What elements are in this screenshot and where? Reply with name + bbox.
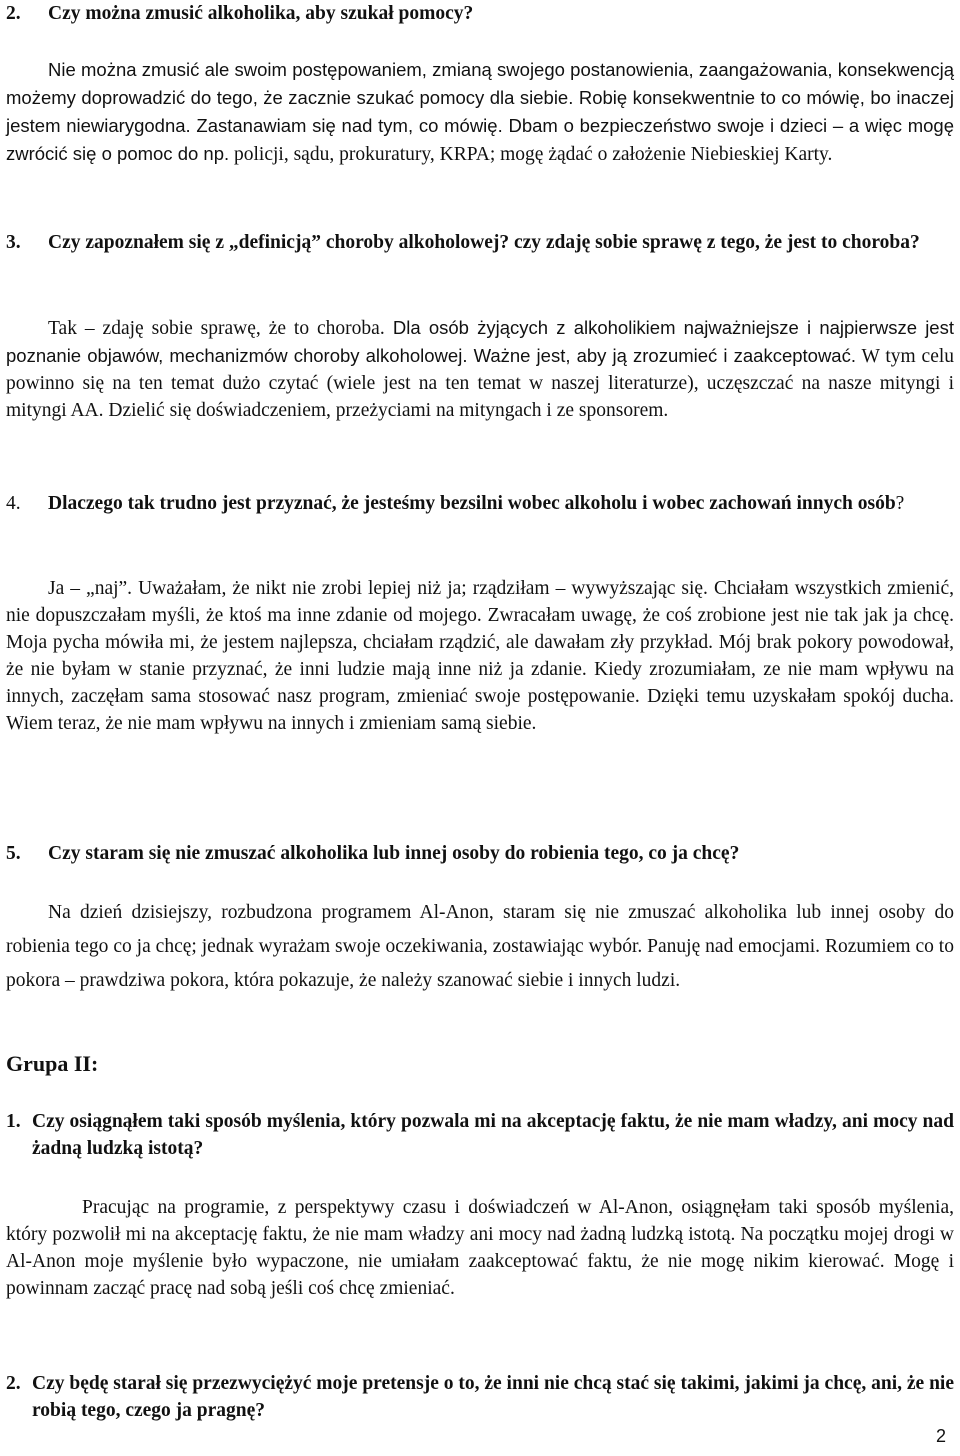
answer-text: Zastanawiam się nad tym, co mówię.: [190, 115, 503, 136]
question-number: 5.: [6, 843, 21, 864]
question-3: [6, 229, 954, 256]
answer-text: Ważne jest, aby ją zrozumieć i zaakceptować.: [467, 345, 856, 366]
answer-text: Dla osób żyjących z alkoholikiem najważniejsze i najpierwsze jest poznanie objawów, mechanizmów choroby alkoholowej.: [6, 317, 954, 366]
answer-text: Rozumiem co to pokora – prawdziwa pokora, która pokazuje, że należy szanować siebie i innych ludzi.: [6, 936, 954, 991]
answer-2: [6, 56, 954, 168]
question-body: Dlaczego tak trudno jest przyznać, że jesteśmy bezsilni wobec alkoholu i wobec zachowań innych osób: [48, 493, 896, 514]
answer-text: Moja pycha mówiła mi, że jestem najlepsza, chciałam rządzić, ale dawałam zły przykład.: [6, 632, 714, 653]
group2-question-1: [6, 1108, 954, 1162]
answer-text: Na początku mojej drogi w Al-Anon moje myślenie było wypaczone, nie umiałam zaakceptować faktu, że nie mogę nikim kierować.: [6, 1224, 954, 1272]
group2-question-2: [6, 1370, 954, 1424]
answer-3: [6, 314, 954, 424]
question-text: Czy staram się nie zmuszać alkoholika lub innej osoby do robienia tego, co ja chcę?: [48, 843, 740, 864]
question-5: [6, 840, 954, 867]
answer-text: Dbam o bezpieczeństwo swoje i dzieci – a więc mogę zwrócić się o pomoc do np.: [6, 115, 954, 164]
answer-text: policji, sądu, prokuratury, KRPA; mogę żądać o założenie Niebieskiej Karty.: [229, 144, 833, 165]
question-number: 2.: [6, 1373, 21, 1394]
question-2: [6, 0, 954, 27]
answer-text: Mój brak pokory powodował, że nie byłam w stanie przyznać, że inni ludzie mają inne niż ja zdanie.: [6, 632, 954, 680]
answer-text: Uważałam, że nikt nie zrobi lepiej niż ja; rządziłam – wywyższając się. Chciałam wszystkich zmienić, nie dopuszczałam myśli, że ktoś ma inne zdanie od mojego. Zwracałam uwagę, że coś zrobione jest nie tak jak ja chcę.: [6, 578, 954, 626]
question-text: Czy osiągnąłem taki sposób myślenia, który pozwala mi na akceptację faktu, że nie mam władzy, ani mocy nad żadną ludzką istotą?: [32, 1111, 954, 1159]
question-text: Czy zapoznałem się z „definicją” choroby alkoholowej? czy zdaję sobie sprawę z tego, że jest to choroba?: [48, 232, 920, 253]
question-mark: ?: [895, 493, 905, 514]
answer-text: Mogę i powinnam zacząć pracę nad sobą jeśli coś chcę zmieniać.: [6, 1251, 954, 1299]
answer-5: [6, 896, 954, 998]
question-text: Czy można zmusić alkoholika, aby szukał pomocy?: [48, 3, 474, 24]
page-number: 2: [935, 1426, 946, 1446]
answer-text: Kiedy zrozumiałam, ze nie mam wpływu na innych, zaczęłam sama stosować nasz program, zmieniać swoje postępowanie.: [6, 659, 954, 707]
answer-text: Panuję nad emocjami.: [642, 936, 821, 957]
question-number: 4.: [6, 493, 21, 514]
question-text: Czy będę starał się przezwyciężyć moje pretensje o to, że inni nie chcą stać się takimi, jakimi ja chcę, ani, że nie robią tego, czego ja pragnę?: [32, 1373, 954, 1421]
answer-text: Pracując na programie, z perspektywy czasu i doświadczeń w Al-Anon, osiągnęłam taki sposób myślenia, który pozwolił mi na akceptację faktu, że nie mam władzy ani mocy nad żadną ludzką istotą.: [6, 1197, 954, 1245]
answer-text: Na dzień dzisiejszy, rozbudzona programem Al-Anon, staram się nie zmuszać alkoholika lub innej osoby do robienia tego co ja chcę; jednak wyrażam swoje oczekiwania, zostawiając wybór.: [6, 902, 954, 957]
group2-answer-1: [6, 1194, 954, 1302]
answer-text: Dzięki temu uzyskałam spokój ducha.: [639, 686, 954, 707]
answer-text: Tak – zdaję sobie sprawę, że to choroba.: [48, 318, 385, 339]
answer-4: [6, 575, 954, 737]
answer-text: Wiem teraz, że nie mam wpływu na innych i zmieniam samą siebie.: [6, 713, 537, 734]
answer-text: W tym celu powinno się na ten temat dużo czytać (wiele jest na ten temat w naszej literaturze), uczęszczać na nasze mityngi i mityngi AA.: [6, 346, 955, 421]
answer-text: Dzielić się doświadczeniem, przeżyciami na mityngach i ze sponsorem.: [103, 400, 669, 421]
answer-text: Ja – „naj”.: [48, 578, 133, 599]
answer-text: Robię konsekwentnie to co mówię, bo inaczej jestem niewiarygodna.: [6, 87, 955, 136]
question-number: 3.: [6, 232, 21, 253]
question-text: [48, 490, 954, 517]
answer-text: Nie można zmusić ale swoim postępowaniem, zmianą swojego postanowienia, zaangażowania, konsekwencją możemy doprowadzić do tego, że zacznie szukać pomocy dla siebie.: [6, 59, 954, 108]
question-4: [6, 490, 954, 517]
question-number: 2.: [6, 3, 21, 24]
question-number: 1.: [6, 1111, 21, 1132]
group-title: Grupa II:: [6, 1051, 99, 1076]
